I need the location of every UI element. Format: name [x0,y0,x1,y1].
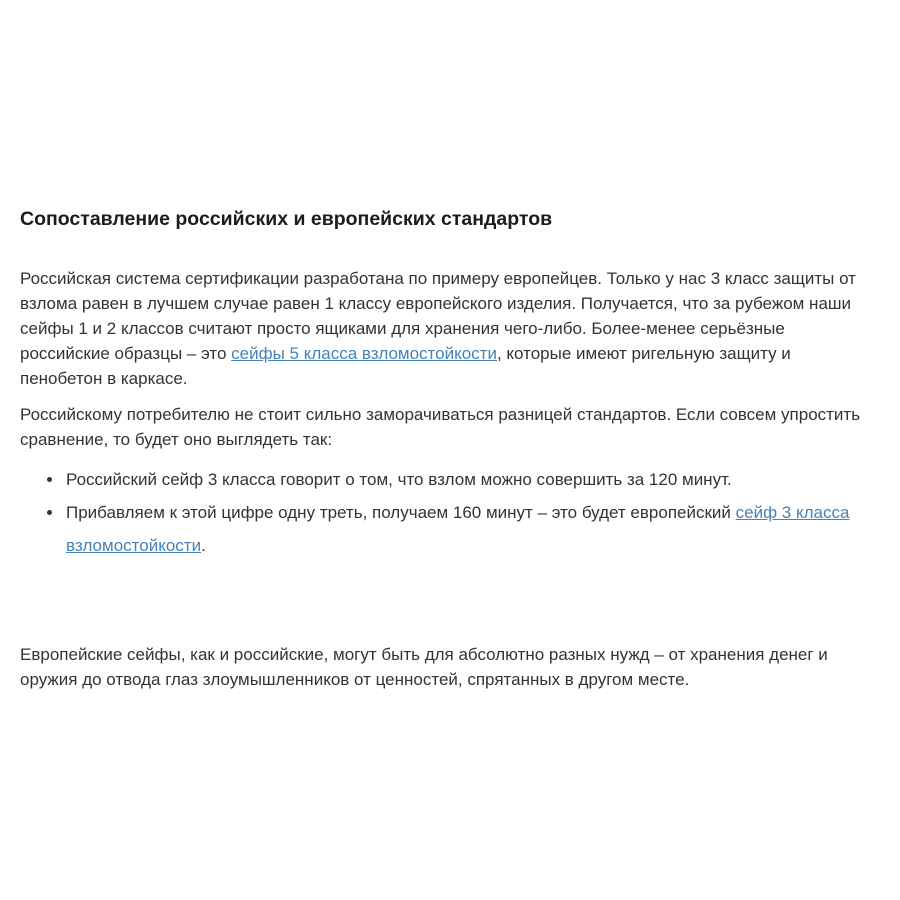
paragraph-european-safes [20,642,866,692]
comparison-list [20,463,866,562]
paragraph-certification-text-after: , которые имеют ригельную защиту и пенобетон в каркасе. [20,344,791,388]
article-heading: Сопоставление российских и европейских стандартов [20,208,553,230]
link-safes-class5-burglary-resistance[interactable]: сейфы 5 класса взломостойкости [231,344,497,363]
paragraph-certification [20,266,866,391]
link-safe-class3-burglary-resistance[interactable]: сейф 3 класса взломостойкости [66,503,850,555]
list-item-european-safe-text: Прибавляем к этой цифре одну треть, получаем 160 минут – это будет европейский [66,503,736,522]
paragraph-european-safes-text: Европейские сейфы, как и российские, могут быть для абсолютно разных нужд – от хранения денег и оружия до отвода глаз злоумышленников от ценностей, спрятанных в другом месте. [20,645,828,689]
paragraph-comparison-intro [20,402,866,452]
list-item-european-safe-text-after: . [201,536,206,555]
paragraph-comparison-intro-text: Российскому потребителю не стоит сильно заморачиваться разницей стандартов. Если совсем упростить сравнение, то будет оно выглядеть так: [20,405,861,449]
list-item-russian-safe-text: Российский сейф 3 класса говорит о том, что взлом можно совершить за 120 минут. [66,470,732,489]
list-item-european-safe [64,496,866,562]
list-item-russian-safe [64,463,866,496]
paragraph-certification-text: Российская система сертификации разработана по примеру европейцев. Только у нас 3 класс защиты от взлома равен в лучшем случае равен 1 классу европейского изделия. Получается, что за рубежом наши сейфы 1 и 2 классов считают просто ящиками для хранения чего-либо. Более-менее серьёзные российские образцы – это [20,269,856,363]
